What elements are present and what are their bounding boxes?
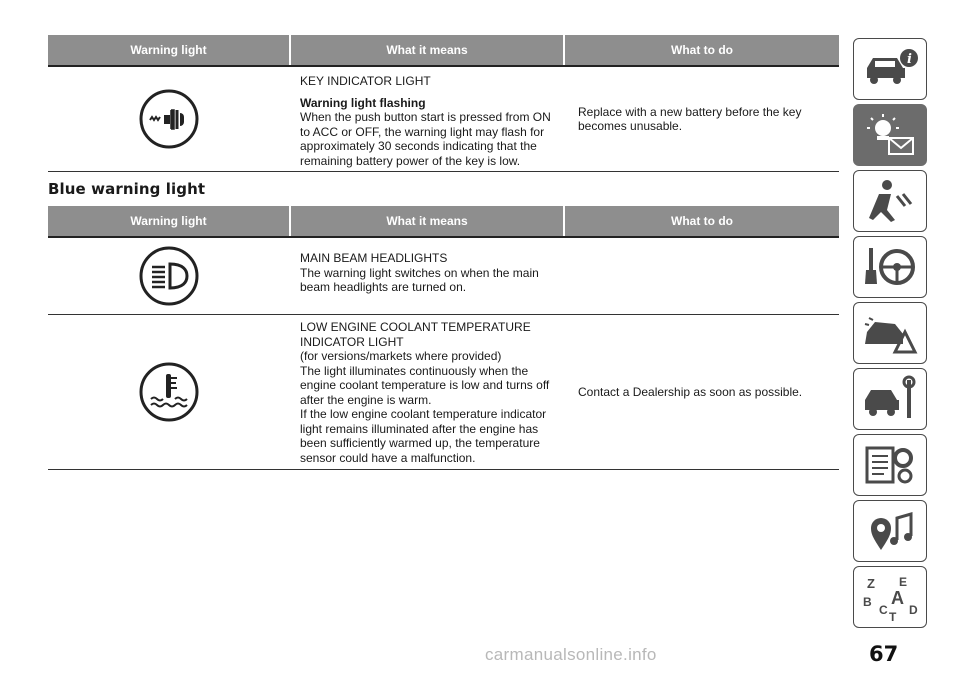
index-icon (859, 572, 921, 622)
low-coolant-temperature-icon (138, 361, 200, 423)
index-letter: Z (867, 576, 875, 591)
tab-starting-driving[interactable] (853, 236, 927, 298)
tab-emergency[interactable] (853, 302, 927, 364)
index-letter: B (863, 595, 872, 609)
key-indicator-icon (138, 88, 200, 150)
car-info-icon (859, 44, 921, 94)
warning-lights-message-icon (859, 110, 921, 160)
row-text: When the push button start is pressed from ON to ACC or OFF, the warning light may flash for approximately 30 seconds indicating that the remaining battery power of the key is low. (300, 110, 551, 168)
table-header (48, 35, 839, 67)
servicing-maintenance-icon (859, 374, 921, 424)
table-header (48, 206, 839, 238)
main-beam-headlights-icon (138, 245, 200, 307)
table-row (48, 315, 839, 470)
key-indicator-table (48, 35, 839, 172)
icon-cell (48, 238, 289, 314)
header-what-it-means: What it means (291, 35, 563, 65)
header-what-to-do: What to do (565, 35, 839, 65)
tab-safety[interactable] (853, 170, 927, 232)
what-it-means-cell (289, 315, 561, 469)
row-text: The warning light switches on when the main beam headlights are turned on. (300, 265, 539, 294)
what-it-means-cell (289, 238, 561, 314)
starting-driving-icon (859, 242, 921, 292)
header-warning-light: Warning light (48, 35, 289, 65)
what-to-do-cell (561, 67, 835, 171)
row-action: Replace with a new battery before the key becomes unusable. (578, 104, 802, 133)
multimedia-icon (859, 506, 921, 556)
what-to-do-cell (561, 315, 835, 469)
what-it-means-cell (289, 67, 561, 171)
tab-servicing[interactable] (853, 368, 927, 430)
index-letter: T (889, 610, 897, 622)
table-row (48, 67, 839, 172)
row-title: LOW ENGINE COOLANT TEMPERATURE INDICATOR LIGHT (300, 320, 531, 349)
row-subtitle: Warning light flashing (300, 95, 426, 110)
row-title: MAIN BEAM HEADLIGHTS (300, 251, 448, 265)
index-letter: E (899, 575, 908, 589)
table-row (48, 238, 839, 315)
tab-car-info[interactable] (853, 38, 927, 100)
emergency-icon (859, 308, 921, 358)
page-number: 67 (869, 642, 899, 666)
tab-index[interactable] (853, 566, 927, 628)
row-title: KEY INDICATOR LIGHT (300, 74, 431, 88)
blue-warning-table (48, 206, 839, 470)
icon-cell (48, 315, 289, 469)
section-title: Blue warning light (48, 180, 206, 198)
header-what-to-do: What to do (565, 206, 839, 236)
technical-data-icon (859, 440, 921, 490)
row-text-3: If the low engine coolant temperature indicator light remains illuminated after the engine has been sufficiently warmed up, the temperature sensor could have a malfunction. (300, 407, 547, 465)
row-text-2: The light illuminates continuously when the engine coolant temperature is low and turns off after the engine is warm. (300, 363, 550, 407)
header-warning-light: Warning light (48, 206, 289, 236)
row-text-1: (for versions/markets where provided) (300, 349, 502, 363)
svg-text:i: i (907, 52, 912, 67)
row-action: Contact a Dealership as soon as possible. (578, 384, 803, 399)
safety-seatbelt-airbag-icon (859, 176, 921, 226)
tab-warning-lights[interactable] (853, 104, 927, 166)
what-to-do-cell (561, 238, 835, 314)
header-what-it-means: What it means (291, 206, 563, 236)
icon-cell (48, 67, 289, 171)
index-letter: D (909, 603, 918, 617)
index-letter: A (891, 588, 904, 608)
watermark: carmanualsonline.info (485, 645, 657, 664)
tab-technical-data[interactable] (853, 434, 927, 496)
tab-multimedia[interactable] (853, 500, 927, 562)
chapter-sidebar (853, 38, 927, 632)
index-letter: C (879, 603, 888, 617)
